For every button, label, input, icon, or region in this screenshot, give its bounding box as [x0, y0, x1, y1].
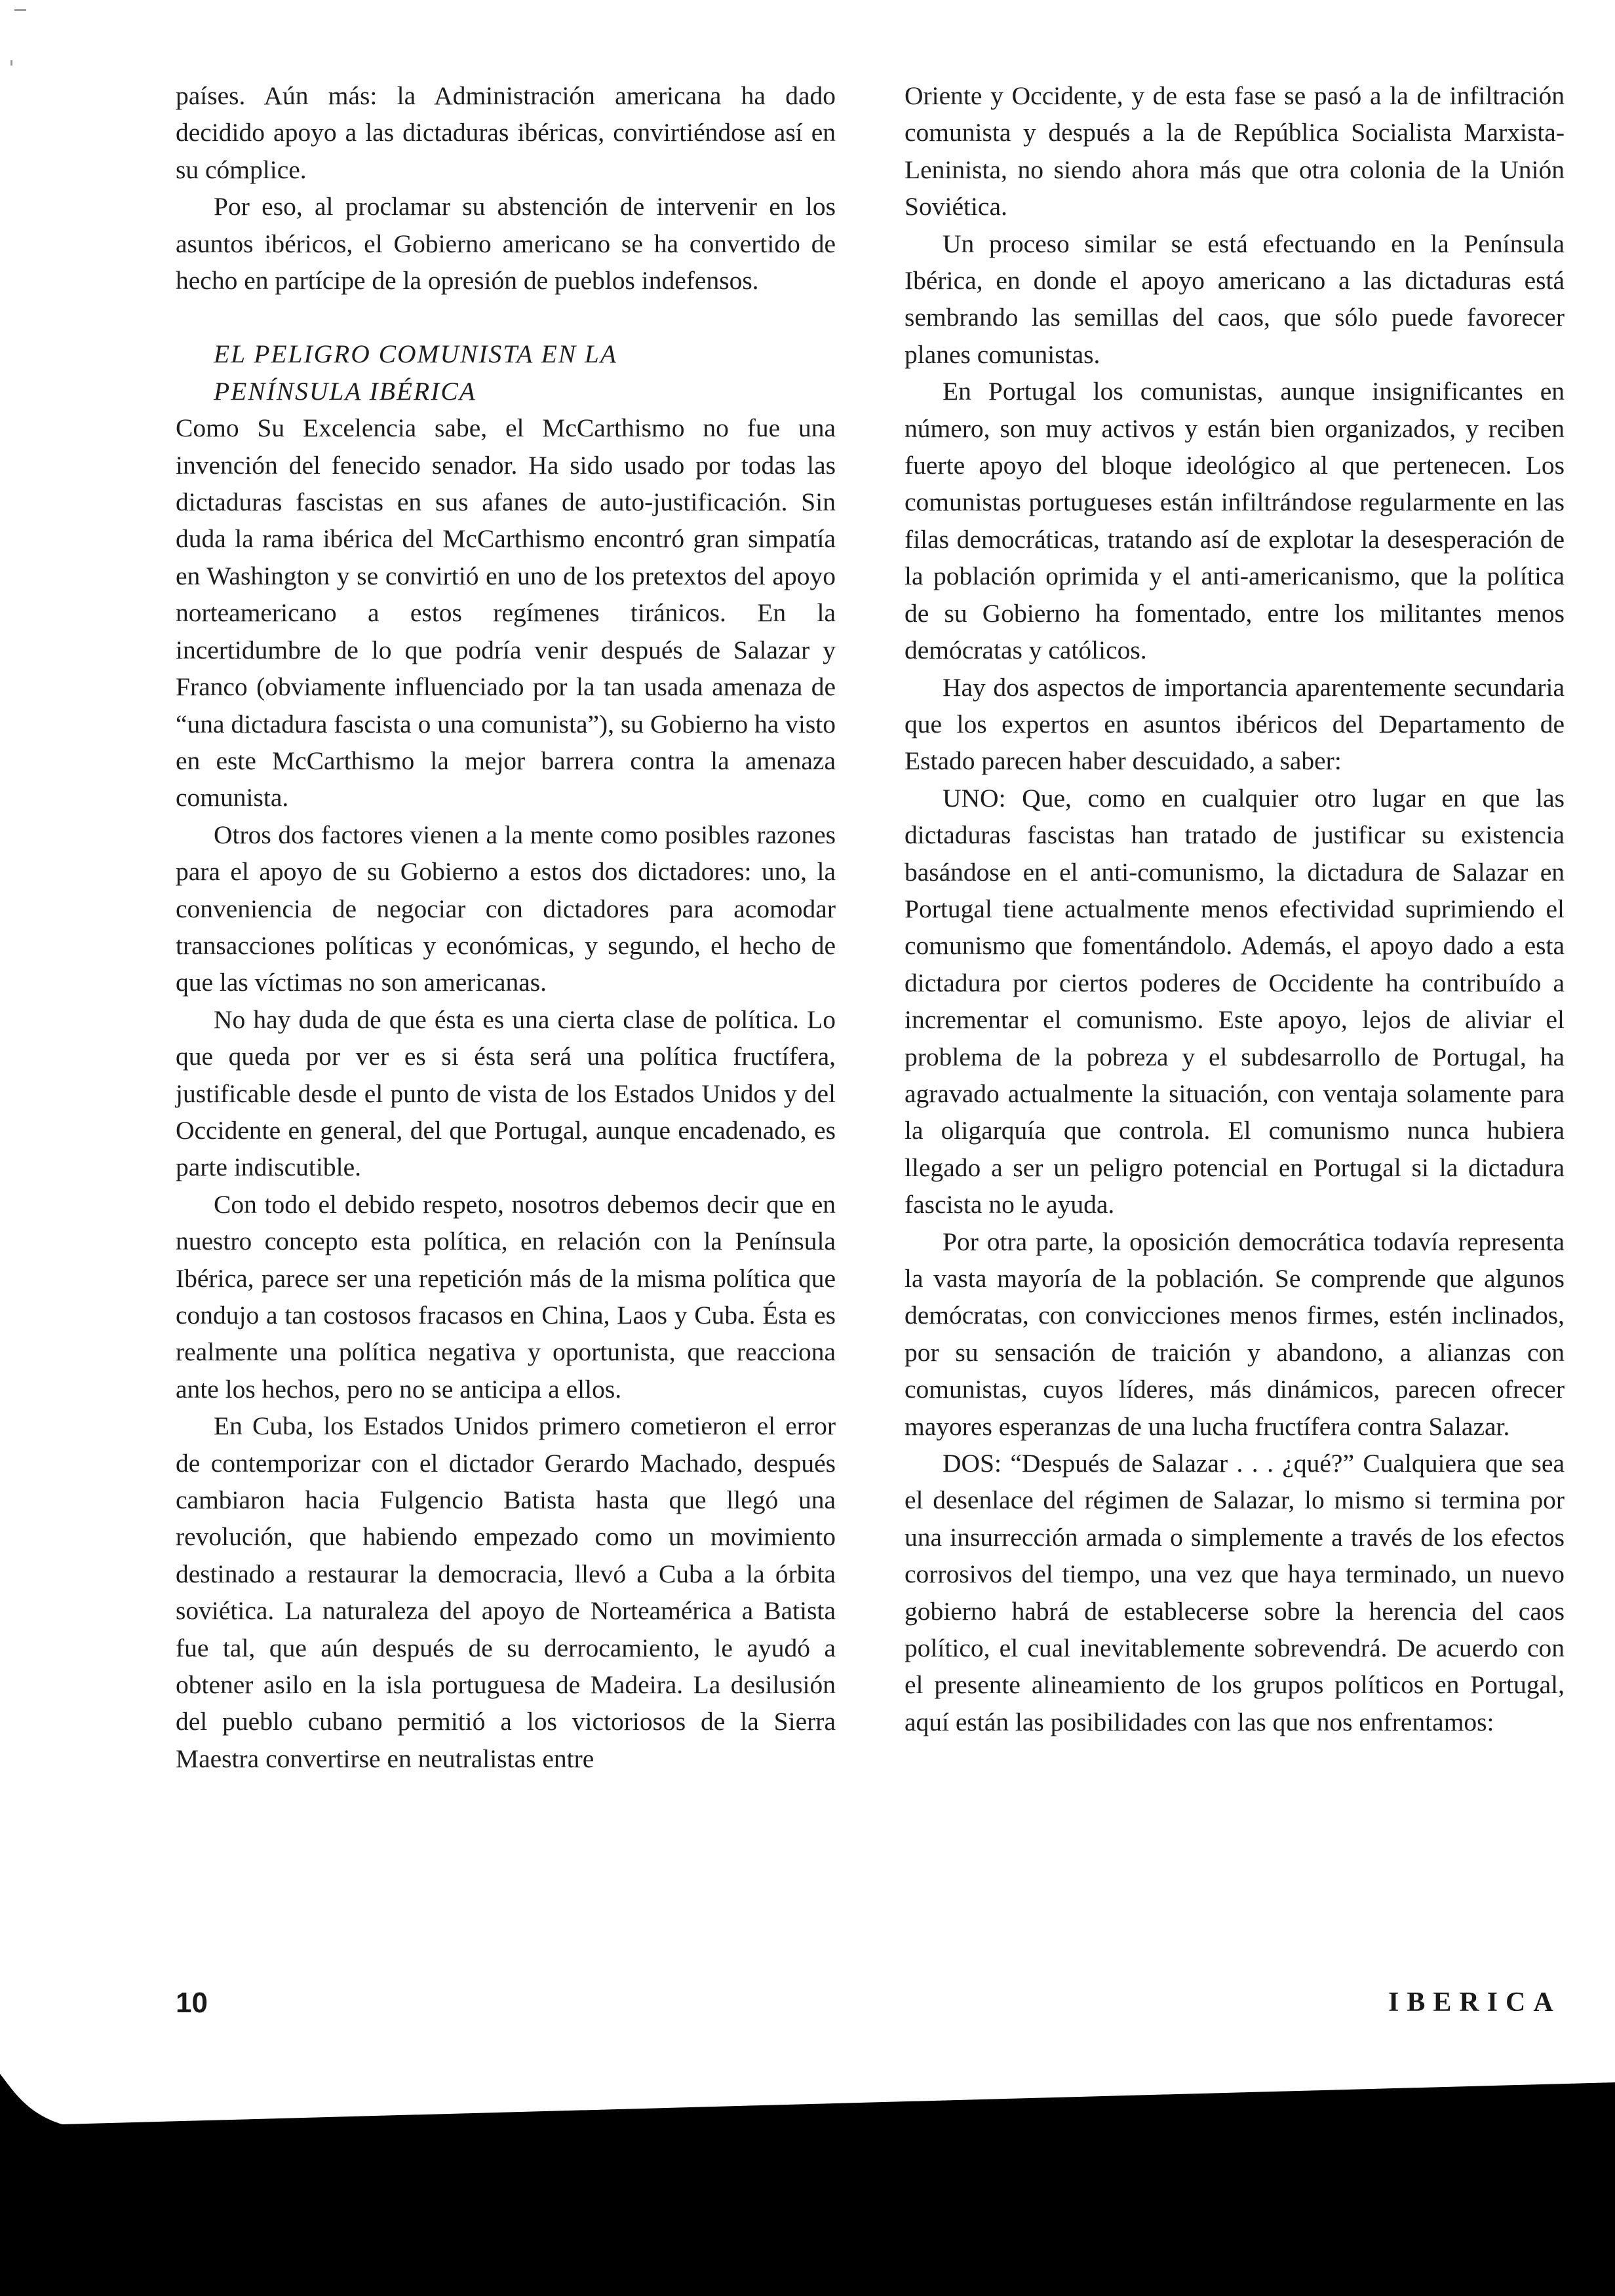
scan-shadow: [0, 2074, 1615, 2296]
paragraph: Como Su Excelencia sabe, el McCarthismo no fue una invención del fenecido senador. Ha sido usado por todas las dictaduras fascistas en sus afanes de auto-justificación. Sin duda la rama ibérica del McCarthismo encontró gran simpatía en Washington y se convirtió en uno de los pretextos del apoyo norteamericano a estos regímenes tiránicos. En la incertidumbre de lo que podría venir después de Salazar y Franco (obviamente influenciado por la tan usada amenaza de “una dictadura fascista o una comunista”), su Gobierno ha visto en este McCarthismo la mejor barrera contra la amenaza comunista.: [176, 413, 836, 813]
paragraph: En Cuba, los Estados Unidos primero cometieron el error de contemporizar con el dictador Gerardo Machado, después cambiaron hacia Fulgencio Batista hasta que llegó una revolución, que habiendo empezado como un movimiento destinado a restaurar la democracia, llevó a Cuba a la órbita soviética. La naturaleza del apoyo de Norteamérica a Batista fue tal, que aún después de su derrocamiento, le ayudó a obtener asilo en la isla portuguesa de Madeira. La desilusión del pueblo cubano permitió a los victoriosos de la Sierra Maestra convertirse en neutralistas entre: [176, 1411, 836, 1773]
paragraph: países. Aún más: la Administración americana ha dado decidido apoyo a las dictaduras ibéricas, convirtiéndose así en su cómplice.: [176, 81, 836, 184]
paragraph: No hay duda de que ésta es una cierta clase de política. Lo que queda por ver es si ésta será una política fructífera, justificable desde el punto de vista de los Estados Unidos y del Occidente en general, del que Portugal, aunque encadenado, es parte indiscutible.: [176, 1004, 836, 1182]
scan-speck: [10, 60, 12, 66]
paragraph: Por otra parte, la oposición democrática todavía representa la vasta mayoría de la población. Se comprende que algunos demócratas, con convicciones menos firmes, estén inclinados, por su sensación de traición y abandono, a alianzas con comunistas, cuyos líderes, más dinámicos, parecen ofrecer mayores esperanzas de una lucha fructífera contra Salazar.: [905, 1227, 1565, 1441]
paragraph: En Portugal los comunistas, aunque insignificantes en número, son muy activos y están bien organizados, y reciben fuerte apoyo del bloque ideológico al que pertenecen. Los comunistas portugueses están infiltrándose regularmente en las filas democráticas, tratando así de explotar la desesperación de la población oprimida y el anti-americanismo, que la política de su Gobierno ha fomentado, entre los militantes menos demócratas y católicos.: [905, 377, 1565, 665]
paragraph: UNO: Que, como en cualquier otro lugar en que las dictaduras fascistas han tratado de justificar su existencia basándose en el anti-comunismo, la dictadura de Salazar en Portugal tiene actualmente menos efectividad suprimiendo el comunismo que fomentándolo. Además, el apoyo dado a esta dictadura por ciertos poderes de Occidente ha contribuído a incrementar el comunismo. Este apoyo, lejos de aliviar el problema de la pobreza y el subdesarrollo de Portugal, ha agravado actualmente la situación, con ventaja solamente para la oligarquía que controla. El comunismo nunca hubiera llegado a ser un peligro potencial en Portugal si la dictadura fascista no le ayuda.: [905, 783, 1565, 1219]
running-head: IBERICA: [1388, 1987, 1561, 2018]
paragraph: DOS: “Después de Salazar . . . ¿qué?” Cualquiera que sea el desenlace del régimen de Salazar, lo mismo si termina por una insurrección armada o simplemente a través de los efectos corrosivos del tiempo, una vez que haya terminado, un nuevo gobierno habrá de establecerse sobre la herencia del caos político, el cual inevitablemente sobrevendrá. De acuerdo con el presente alineamiento de los grupos políticos en Portugal, aquí están las posibilidades con las que nos enfrentamos:: [905, 1449, 1565, 1736]
scan-speck: [14, 9, 26, 11]
paragraph: Oriente y Occidente, y de esta fase se pasó a la de infiltración comunista y después a la de República Socialista Marxista-Leninista, no siendo ahora más que otra colonia de la Unión Soviética.: [905, 81, 1565, 221]
section-heading-line: PENÍNSULA IBÉRICA: [214, 376, 477, 406]
paragraph: Otros dos factores vienen a la mente como posibles razones para el apoyo de su Gobierno a estos dos dictadores: uno, la conveniencia de negociar con dictadores para acomodar transacciones políticas y económicas, y segundo, el hecho de que las víctimas no son americanas.: [176, 820, 836, 997]
paragraph: Con todo el debido respeto, nosotros debemos decir que en nuestro concepto esta política, en relación con la Península Ibérica, parece ser una repetición más de la misma política que condujo a tan costosos fracasos en China, Laos y Cuba. Ésta es realmente una política negativa y oportunista, que reacciona ante los hechos, pero no se anticipa a ellos.: [176, 1189, 836, 1404]
paragraph: Por eso, al proclamar su abstención de intervenir en los asuntos ibéricos, el Gobierno americano se ha convertido de hecho en partícipe de la opresión de pueblos indefensos.: [176, 192, 836, 296]
page-number: 10: [176, 1987, 208, 2019]
section-heading-line: EL PELIGRO COMUNISTA EN LA: [214, 339, 618, 369]
paragraph: Un proceso similar se está efectuando en la Península Ibérica, en donde el apoyo americano a las dictaduras está sembrando las semillas del caos, que sólo puede favorecer planes comunistas.: [905, 229, 1565, 369]
paragraph: Hay dos aspectos de importancia aparentemente secundaria que los expertos en asuntos ibéricos del Departamento de Estado parecen haber descuidado, a saber:: [905, 672, 1565, 776]
